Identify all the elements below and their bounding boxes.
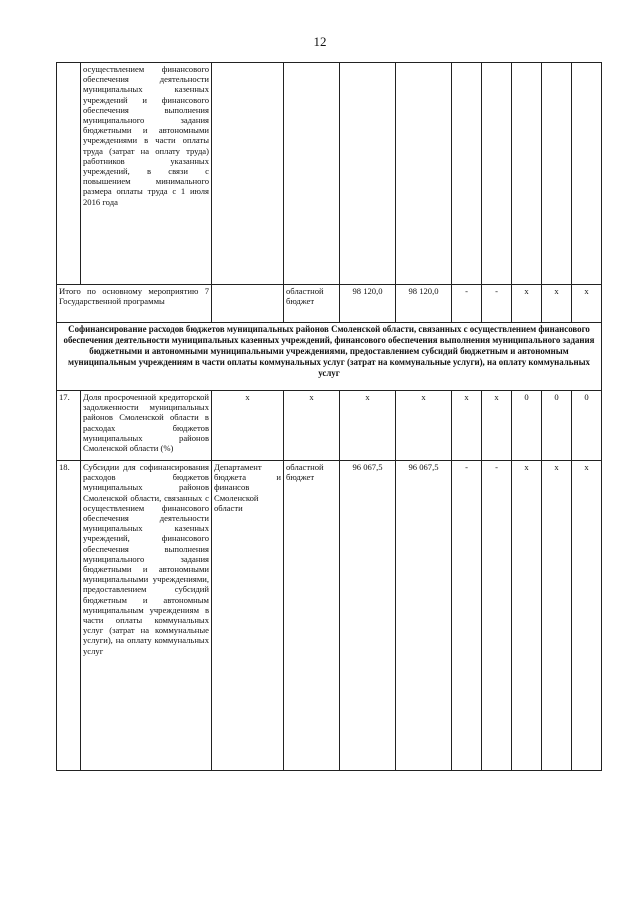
cell-col-6 [542, 63, 572, 285]
table-row [57, 391, 602, 461]
cell-num: 17. [57, 391, 81, 461]
table-row-continued [57, 63, 602, 285]
cell-col-1: 98 120,0 [340, 285, 396, 323]
cell-description: Доля просроченной кредиторской задолженности муниципальных районов Смоленской области в расходах бюджетов муниципальных районов Смоленской области (%) [81, 391, 212, 461]
cell-col-2: 98 120,0 [396, 285, 452, 323]
cell-executor [212, 285, 284, 323]
cell-executor: х [212, 391, 284, 461]
cell-col-7: х [572, 285, 602, 323]
cell-col-1: х [340, 391, 396, 461]
cell-col-6: х [542, 461, 572, 771]
cell-num [57, 63, 81, 285]
cell-source [284, 63, 340, 285]
page-number: 12 [313, 34, 327, 49]
cell-col-5 [512, 63, 542, 285]
cell-col-6: 0 [542, 391, 572, 461]
cell-source: областной бюджет [284, 285, 340, 323]
cell-col-1: 96 067,5 [340, 461, 396, 771]
cell-col-3: - [452, 285, 482, 323]
cell-num: 18. [57, 461, 81, 771]
cell-col-4: - [482, 285, 512, 323]
cell-col-3: х [452, 391, 482, 461]
cell-col-6: х [542, 285, 572, 323]
section-heading: Софинансирование расходов бюджетов муниципальных районов Смоленской области, связанных с осуществлением финансового обеспечения деятельности муниципальных казенных учреждений, финансового обеспечения выполнения муниципального задания бюджетными и автономными муниципальными учреждениями, предоставлением субсидий бюджетным и автономным муниципальным учреждениям в части оплаты коммунальных услуг (затрат на коммунальные услуги), на оплату коммунальных услуг [57, 323, 602, 391]
table-row-total [57, 285, 602, 323]
cell-source: х [284, 391, 340, 461]
cell-col-7: х [572, 461, 602, 771]
cell-col-7: 0 [572, 391, 602, 461]
cell-executor [212, 63, 284, 285]
cell-col-2: х [396, 391, 452, 461]
cell-col-3 [452, 63, 482, 285]
cell-col-5: х [512, 285, 542, 323]
cell-col-1 [340, 63, 396, 285]
cell-description: осуществлением финансового обеспечения деятельности муниципальных казенных учреждений и финансового обеспечения выполнения муниципального задания бюджетными и автономными учреждениями в части оплаты труда (затрат на оплату труда) работников указанных учреждений, в связи с повышением минимального размера оплаты труда с 1 июля 2016 года [81, 63, 212, 285]
cell-col-4: х [482, 391, 512, 461]
cell-description: Субсидии для софинансирования расходов бюджетов муниципальных районов Смоленской области, связанных с осуществлением финансового обеспечения деятельности муниципальных казенных учреждений, финансового обеспечения выполнения муниципального задания бюджетными и автономными муниципальными учреждениями, предоставлением субсидий бюджетным и автономным муниципальным учреждениям в части оплаты коммунальных услуг (затрат на коммунальные услуги), на оплату коммунальных услуг [81, 461, 212, 771]
cell-col-2 [396, 63, 452, 285]
cell-executor: Департамент бюджета и финансов Смоленской области [212, 461, 284, 771]
cell-col-5: х [512, 461, 542, 771]
cell-col-3: - [452, 461, 482, 771]
cell-col-7 [572, 63, 602, 285]
program-table [56, 62, 602, 771]
cell-col-2: 96 067,5 [396, 461, 452, 771]
table-row-section [57, 323, 602, 391]
table-row [57, 461, 602, 771]
cell-col-4 [482, 63, 512, 285]
cell-col-4: - [482, 461, 512, 771]
cell-total-description: Итого по основному мероприятию 7 Государственной программы [57, 285, 212, 323]
cell-source: областной бюджет [284, 461, 340, 771]
cell-col-5: 0 [512, 391, 542, 461]
